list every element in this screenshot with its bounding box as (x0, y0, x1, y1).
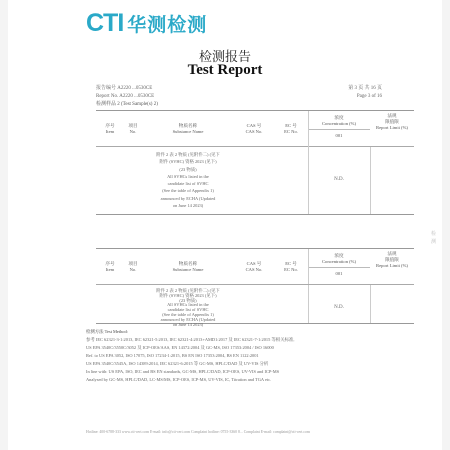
page-footer: Hotline: 400-6788-333 www.cti-cert.com E-mail: info@cti-cert.com Complaint hotline: 0755-3360 8... Complaint E-mail: complaint@cti-cert.com (86, 430, 310, 434)
page-number-en: Page 3 of 16 (356, 94, 382, 99)
methods-line: US EPA 3540C/3550C/3052 及 ICP-OES/AAS, EN 14372:2004 及 GC-MS, ISO 17353:2004 / ISO 16000 (86, 345, 274, 350)
report-no-cn: A2220 ...0530CE (117, 86, 153, 91)
table-header (96, 249, 414, 285)
result-value: N.D. (334, 177, 344, 182)
header-no: 序号 Item (105, 123, 115, 134)
header-ec: EC 号 EC No. (284, 123, 298, 134)
page-number-cn: 第 3 页 共 16 页 (348, 86, 382, 91)
column-divider (308, 285, 309, 323)
results-table-1 (96, 110, 414, 215)
header-substance: 物质名称 Substance Name (172, 261, 204, 272)
methods-line: 参考 IEC 62321-3-1:2013, IEC 62321-5:2013, IEC 62321-4:2013+AMD1:2017 及 IEC 62321-7-1:2015 等相关标准, (86, 337, 295, 342)
header-concentration: 浓度 Concentration (%) (321, 115, 357, 126)
header-sample-id: 001 (335, 133, 343, 138)
report-no-en: A2220 ...0530CE (119, 94, 155, 99)
results-table-2 (96, 248, 414, 327)
methods-line: Analysed by GC-MS, HPLC/DAD, LC-MS/MS, ICP-OES, ICP-MS, UV-VIS, IC, Titration and TGA etc. (86, 377, 272, 382)
sample-label: 检测样品 2 (Test Sample(s) 2) (96, 102, 158, 107)
test-methods (86, 328, 406, 384)
company-logo (86, 8, 207, 38)
edge-stamp-mark: 测 (430, 240, 436, 245)
header-cas: CAS 号 CAS No. (245, 123, 263, 134)
column-divider (308, 111, 309, 214)
substance-description: 附件 2 表 2 物质 (见附件二) (见下 附件 (SVHC) 资格 2023 (见下) (23 物质) All SVHCs listed in the candidate list of SVHC (See the table of Appendix 1) announced by ECHA (Updated on June 14 2023) (156, 152, 220, 209)
methods-heading: 检测方法 Test Method: (86, 329, 128, 334)
column-divider (370, 147, 371, 214)
table-header (96, 111, 414, 147)
header-ec: EC 号 EC No. (284, 261, 298, 272)
header-limit: 法规 限值限 Report Limit (%) (376, 251, 408, 268)
table-body (96, 147, 414, 214)
header-sample-id: 001 (335, 271, 343, 276)
methods-line: Ref. to US EPA 3052, ISO 17075, ISO 17234-1:2015, BS EN ISO 17353:2004, BS EN 1122:2001 (86, 353, 259, 358)
report-title-en: Test Report (187, 62, 263, 78)
report-title-cn: 检测报告 (198, 50, 251, 65)
logo-cti-text: CTI (86, 8, 124, 37)
methods-line: In line with: US EPA, ISO, IEC and BS EN standards, GC-MS, HPLC/DAD, ICP-OES, UV-VIS and ICP-MS (86, 369, 280, 374)
header-item: 项目 No. (128, 261, 138, 272)
header-no: 序号 Item (105, 261, 115, 272)
header-substance: 物质名称 Substance Name (172, 123, 204, 134)
methods-line: US EPA 3540C/3545A, ISO 14389:2014, IEC 62321-6:2015 等 GC-MS, HPLC/DAD 及 UV-VIS 分析 (86, 361, 269, 366)
header-divider (308, 129, 370, 130)
report-page (8, 0, 442, 450)
table-body (96, 285, 414, 327)
column-divider (308, 249, 309, 284)
header-limit: 法规 限值限 Report Limit (%) (376, 113, 408, 130)
header-cas: CAS 号 CAS No. (245, 261, 263, 272)
report-no-label-cn: 报告编号 (96, 86, 117, 91)
header-divider (308, 267, 370, 268)
logo-cn-text: 华测检测 (127, 13, 208, 36)
page-number-block (348, 85, 382, 101)
substance-description: 附件 2 表 2 物质 (见附件二) (见下 附件 (SVHC) 资格 2023 (见下) (23 物质) All SVHCs listed in the candidate list of SVHC (See the table of Appendix 1) announced by ECHA (Updated on June 14 2023) (156, 288, 220, 327)
result-value: N.D. (334, 305, 344, 310)
edge-stamp-mark: 检 (430, 232, 436, 237)
column-divider (370, 285, 371, 323)
report-no-label-en: Report No. (96, 94, 119, 99)
header-item: 项目 No. (128, 123, 138, 134)
report-number-block (96, 85, 154, 101)
header-concentration: 浓度 Concentration (%) (321, 253, 357, 264)
